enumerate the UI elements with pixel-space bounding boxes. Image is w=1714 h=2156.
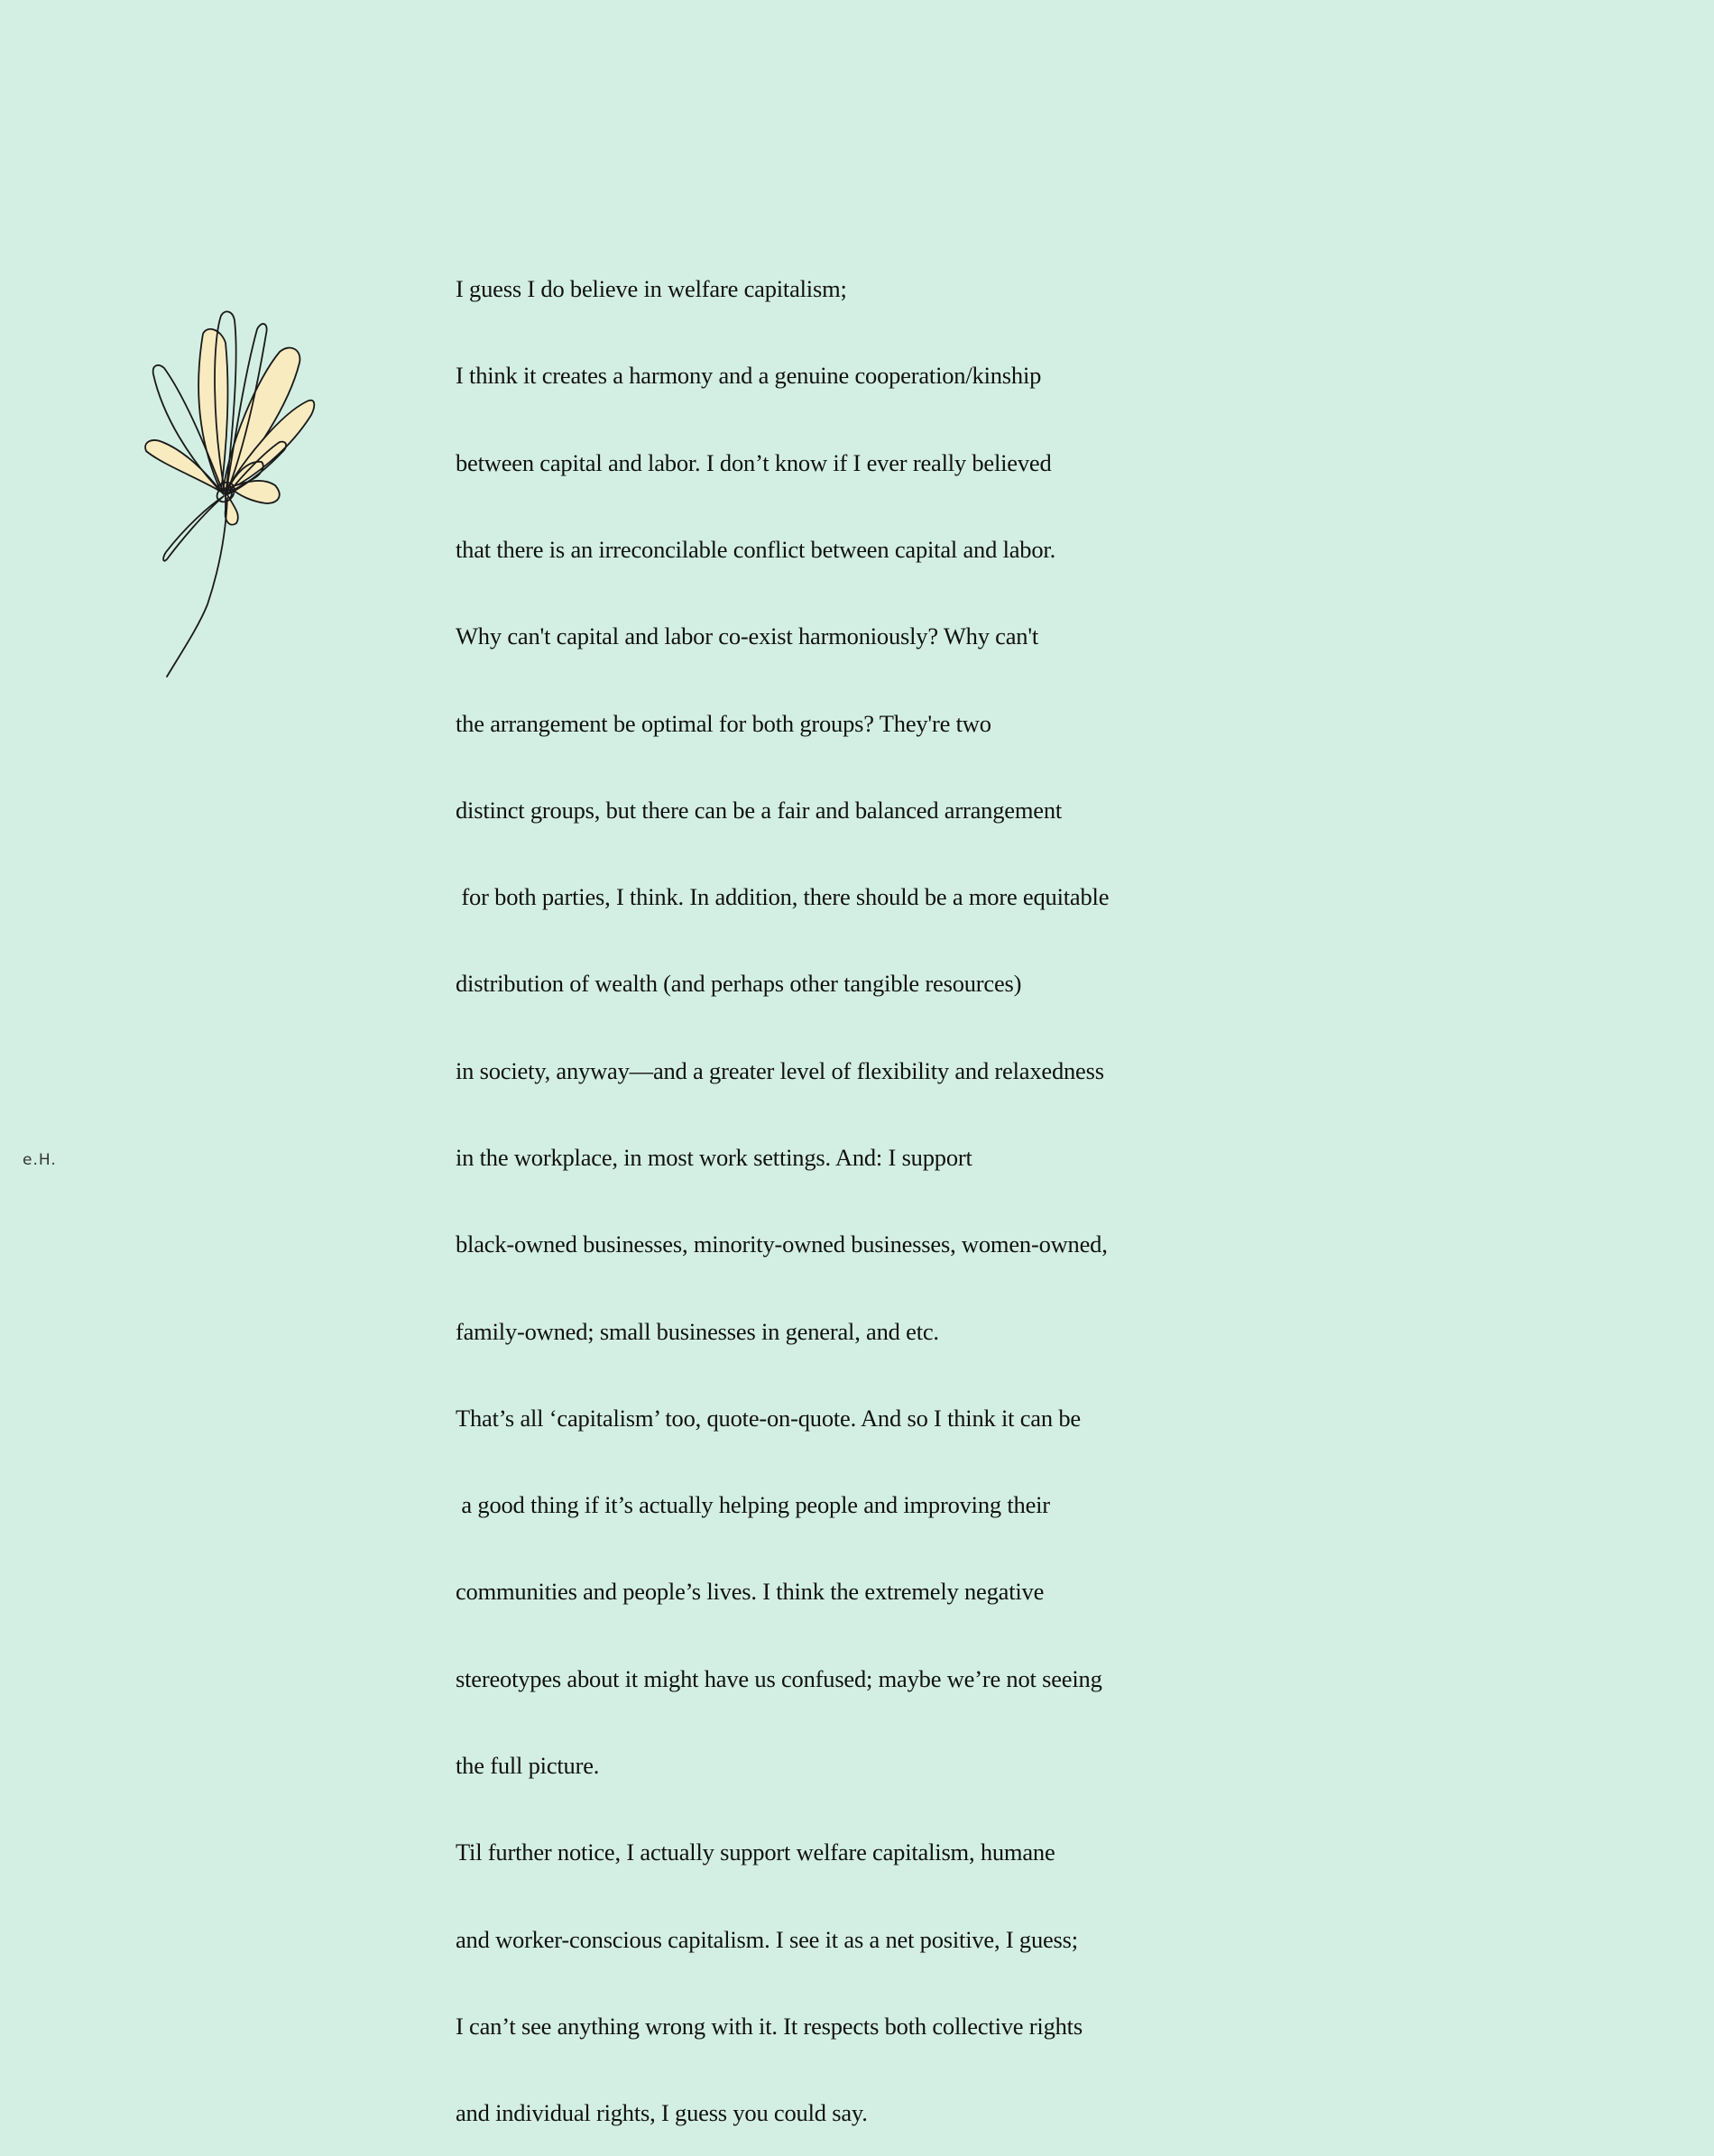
poem-line: communities and people’s lives. I think the extremely negative: [456, 1578, 1045, 1606]
poem-line: between capital and labor. I don’t know if I ever really believed: [456, 448, 1052, 476]
poem-line: a good thing if it’s actually helping people and improving their: [456, 1491, 1050, 1519]
poem-line: distribution of wealth (and perhaps other tangible resources): [456, 970, 1022, 998]
poem-line: family-owned; small businesses in general, and etc.: [456, 1317, 939, 1345]
poem-line: That’s all ‘capitalism’ too, quote-on-quote. And so I think it can be: [456, 1404, 1081, 1432]
poem-line: for both parties, I think. In addition, there should be a more equitable: [456, 883, 1110, 911]
poem-line: and individual rights, I guess you could say.: [456, 2099, 868, 2127]
poem-line: the arrangement be optimal for both groups? They're two: [456, 709, 991, 737]
poem-line: stereotypes about it might have us confused; maybe we’re not seeing: [456, 1664, 1102, 1692]
poem-line: the full picture.: [456, 1751, 600, 1779]
poem-line: distinct groups, but there can be a fair and balanced arrangement: [456, 796, 1063, 824]
poem-text: [456, 217, 1267, 2156]
poem-line: I can’t see anything wrong with it. It respects both collective rights: [456, 2012, 1083, 2040]
flower-icon: [135, 307, 325, 686]
poem-line: and worker-conscious capitalism. I see it as a net positive, I guess;: [456, 1925, 1078, 1953]
poem-line: in society, anyway—and a greater level of flexibility and relaxedness: [456, 1056, 1104, 1084]
signature: e.H.: [23, 1151, 57, 1169]
poem-line: Why can't capital and labor co-exist harmoniously? Why can't: [456, 622, 1039, 650]
poem-line: I guess I do believe in welfare capitalism;: [456, 275, 847, 303]
poem-line: in the workplace, in most work settings. And: I support: [456, 1144, 972, 1171]
poem-line: Til further notice, I actually support welfare capitalism, humane: [456, 1838, 1055, 1866]
poem-line: that there is an irreconcilable conflict between capital and labor.: [456, 536, 1055, 564]
poem-line: black-owned businesses, minority-owned businesses, women-owned,: [456, 1230, 1108, 1258]
poem-line: I think it creates a harmony and a genuine cooperation/kinship: [456, 362, 1042, 390]
